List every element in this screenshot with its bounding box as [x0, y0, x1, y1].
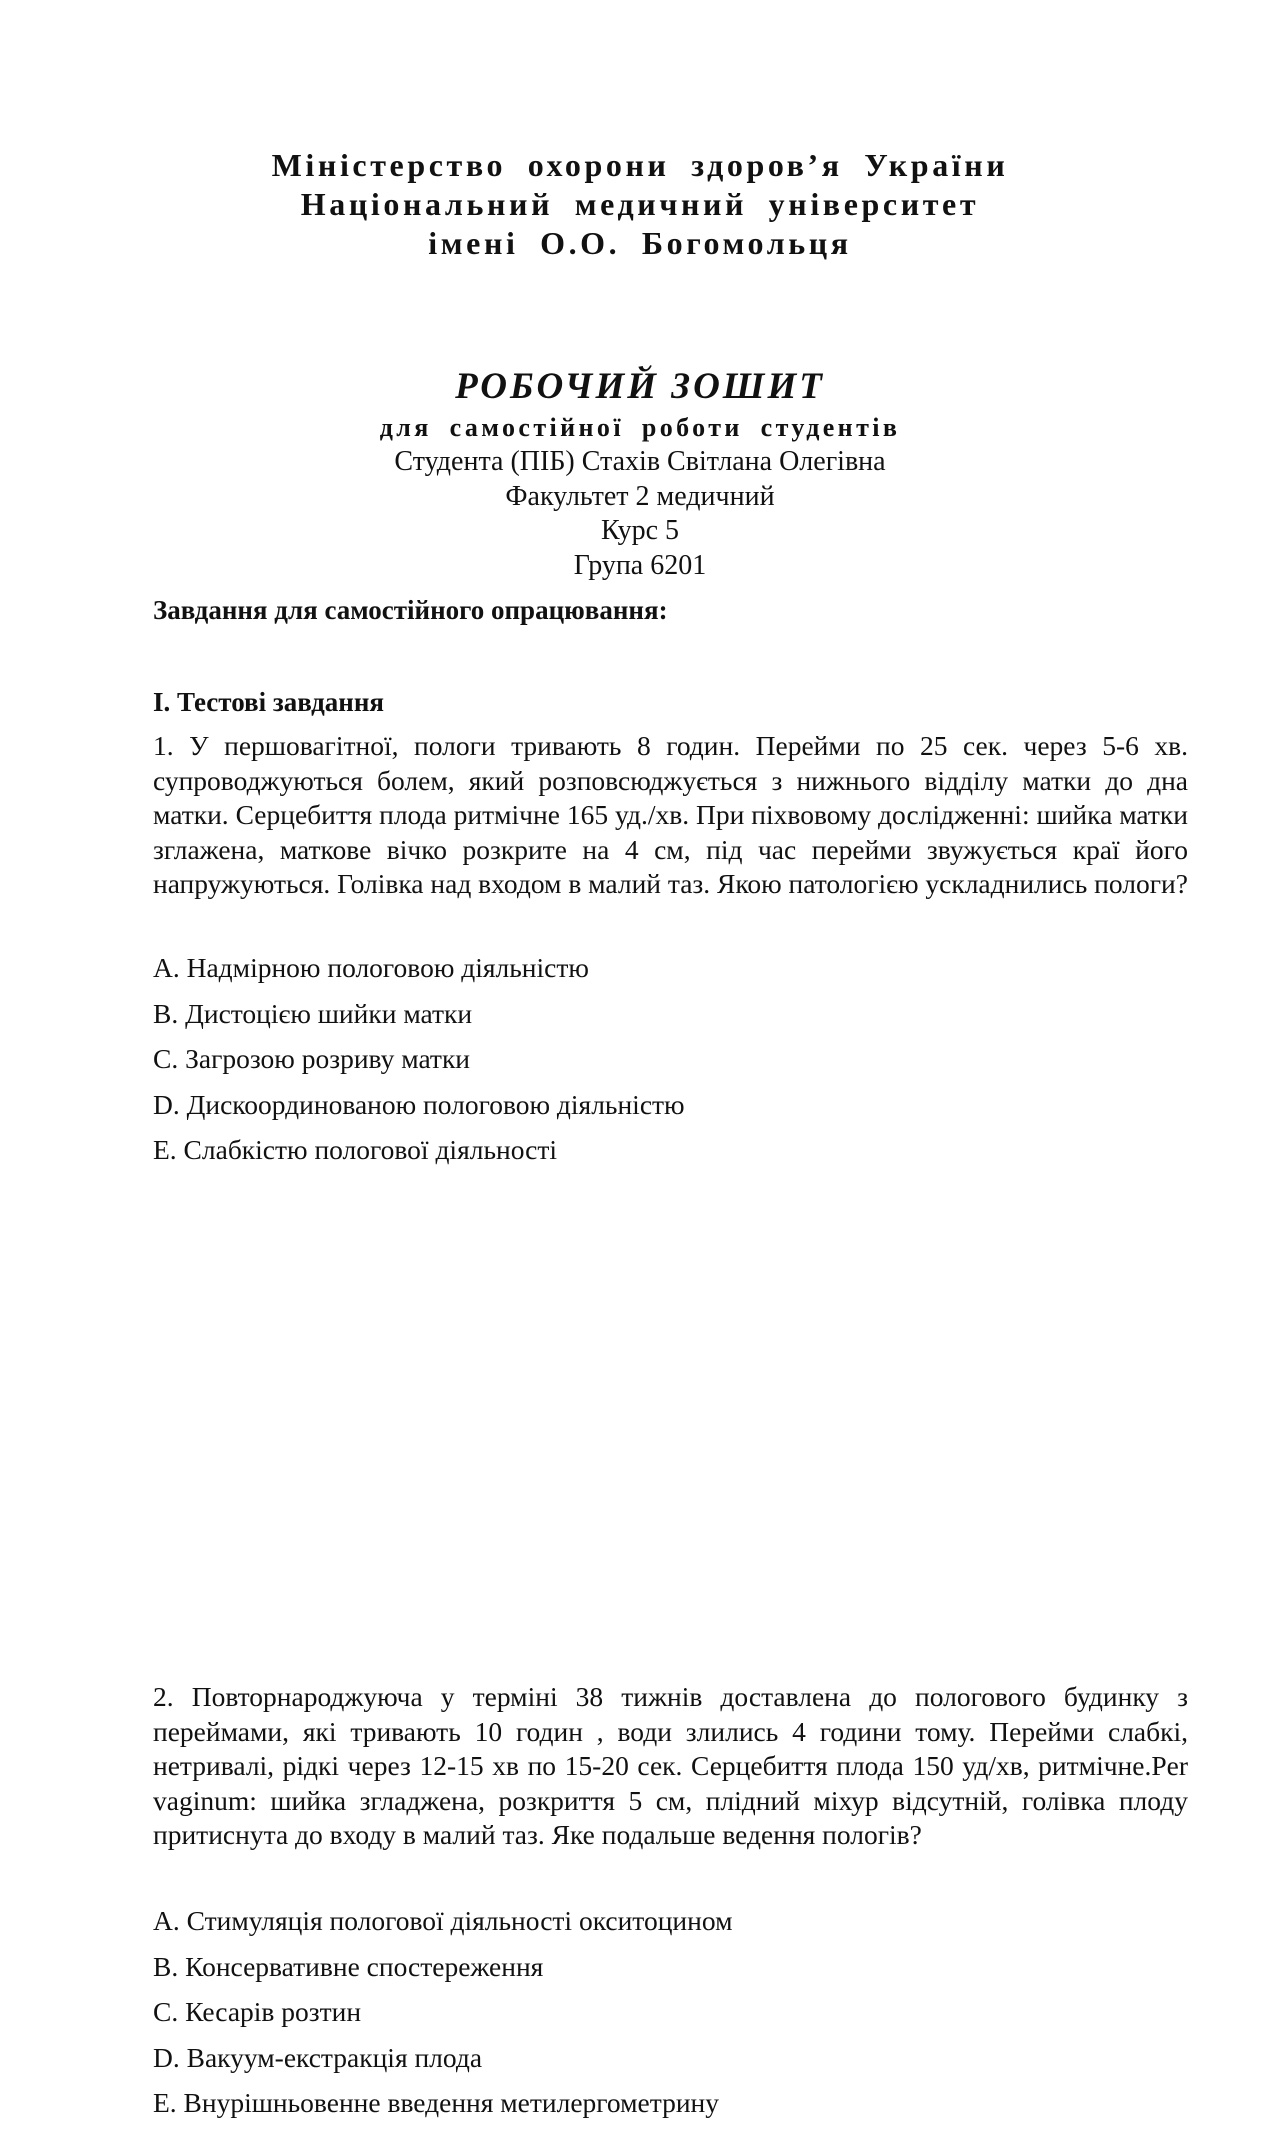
header-university-line: Національний медичний університет	[300, 186, 980, 222]
question-2-text: 2. Повторнароджуюча у терміні 38 тижнів доставлена до пологового будинку з переймами, які тривають 10 годин , води злились 4 години тому. Перейми слабкі, нетривалі, рідкі через 12-15 хв по 15-20 сек. Серцебиття плода 150 уд/хв, ритмічне.Per vaginum: шийка згладжена, розкриття 5 см, плідний міхур відсутній, голівка плоду притиснута до входу в малий таз. Яке подальше ведення пологів?	[153, 1681, 1188, 1851]
title-block	[0, 363, 1280, 583]
header-named-after-line: імені О.О. Богомольця	[428, 225, 852, 261]
faculty-line: Факультет 2 медичний	[505, 480, 775, 512]
tests-heading: І. Тестові завдання	[153, 687, 384, 717]
workbook-subtitle: для самостійної роботи студентів	[379, 413, 901, 442]
question-1-option-a: A. Надмірною пологовою діяльністю	[153, 952, 589, 983]
question-2-option-a: A. Стимуляція пологової діяльності окситоцином	[153, 1905, 733, 1936]
question-2-option-d: D. Вакуум-екстракція плода	[153, 2041, 483, 2073]
course-line: Курс 5	[601, 515, 679, 546]
tasks-heading: Завдання для самостійного опрацювання:	[153, 595, 668, 625]
question-1-options	[153, 951, 1188, 1179]
question-1-option-d: D. Дискоординованою пологовою діяльністю	[153, 1088, 685, 1120]
group-line: Група 6201	[573, 549, 707, 581]
workbook-title: РОБОЧИЙ ЗОШИТ	[455, 366, 825, 407]
ministry-header	[0, 146, 1280, 263]
student-name-line: Студента (ПІБ) Стахів Світлана Олегівна	[394, 446, 886, 477]
question-1-text: 1. У першовагітної, пологи тривають 8 годин. Перейми по 25 сек. через 5-6 хв. супроводжуються болем, який розповсюджується з нижнього відділу матки до дна матки. Серцебиття плода ритмічне 165 уд./хв. При піхвовому дослідженні: шийка матки зглажена, маткове вічко розкрите на 4 см, під час перейми звужується краї його напружуються. Голівка над входом в малий таз. Якою патологією ускладнились пологи?	[153, 730, 1188, 900]
question-2-option-b: B. Консервативне спостереження	[153, 1950, 544, 1982]
question-2-options	[153, 1904, 1188, 2132]
header-ministry-line: Міністерство охорони здоров’я України	[271, 147, 1009, 183]
question-2-option-c: C. Кесарів розтин	[153, 1996, 362, 2027]
question-1-option-b: B. Дистоцією шийки матки	[153, 997, 473, 1029]
question-1-option-c: C. Загрозою розриву матки	[153, 1043, 471, 1074]
question-2-option-e: E. Внурішньовенне введення метилергометрину	[153, 2087, 720, 2118]
question-1-option-e: E. Слабкістю пологової діяльності	[153, 1134, 558, 1165]
